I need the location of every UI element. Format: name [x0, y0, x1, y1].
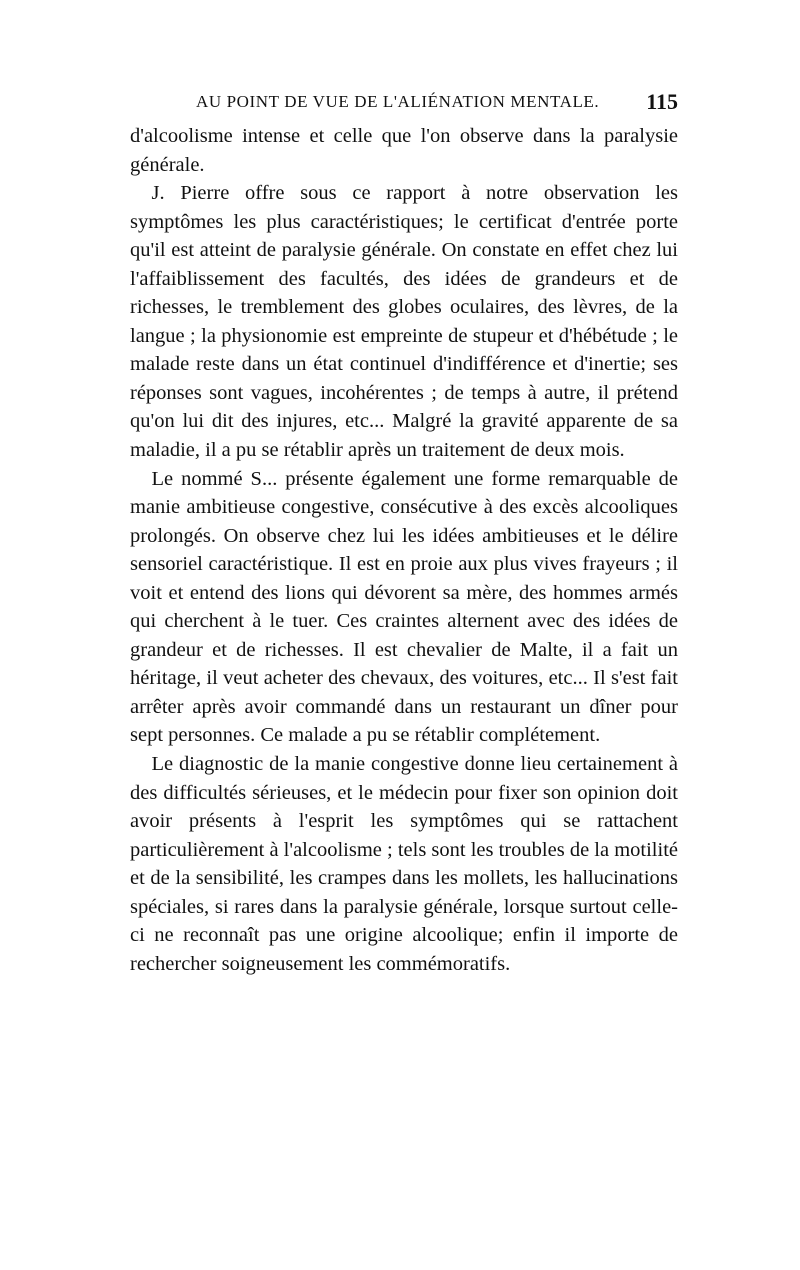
running-title: AU POINT DE VUE DE L'ALIÉNATION MENTALE. — [196, 92, 600, 111]
paragraph-continued: d'alcoolisme intense et celle que l'on observe dans la paralysie générale. — [130, 125, 678, 176]
body-text — [130, 122, 678, 978]
paragraph-j-pierre: J. Pierre offre sous ce rapport à notre observation les symptômes les plus caractéristiques; le certificat d'entrée porte qu'il est atteint de paralysie générale. On constate en effet chez lui l'affaiblissement des facultés, des idées de grandeurs et de richesses, le tremblement des globes oculaires, des lèvres, de la langue ; la physionomie est empreinte de stupeur et d'hébétude ; le malade reste dans un état continuel d'indifférence et d'inertie; ses réponses sont vagues, incohérentes ; de temps à autre, il prétend qu'on lui dit des injures, etc... Malgré la gravité apparente de sa maladie, il a pu se rétablir après un traitement de deux mois. — [130, 182, 678, 462]
running-head — [130, 89, 678, 118]
paragraph-nomme-s: Le nommé S... présente également une forme remarquable de manie ambitieuse congestive, consécutive à des excès alcooliques prolongés. On observe chez lui les idées ambitieuses et le délire sensoriel caractéristique. Il est en proie aux plus vives frayeurs ; il voit et entend des lions qui dévorent sa mère, des hommes armés qui cherchent à le tuer. Ces craintes alternent avec des idées de grandeur et de richesses. Il est chevalier de Malte, il a fait un héritage, il veut acheter des chevaux, des voitures, etc... Il s'est fait arrêter après avoir commandé dans un restaurant un dîner pour sept personnes. Ce malade a pu se rétablir complétement. — [130, 467, 678, 747]
paragraph-diagnostic: Le diagnostic de la manie congestive donne lieu certainement à des difficultés sérieuses, et le médecin pour fixer son opinion doit avoir présents à l'esprit les symptômes qui se rattachent particulièrement à l'alcoolisme ; tels sont les troubles de la motilité et de la sensibilité, les crampes dans les mollets, les hallucinations spéciales, si rares dans la paralysie générale, lorsque surtout celle-ci ne reconnaît pas une origine alcoolique; enfin il importe de rechercher soigneusement les commémoratifs. — [130, 753, 678, 975]
page-number: 115 — [646, 89, 678, 114]
